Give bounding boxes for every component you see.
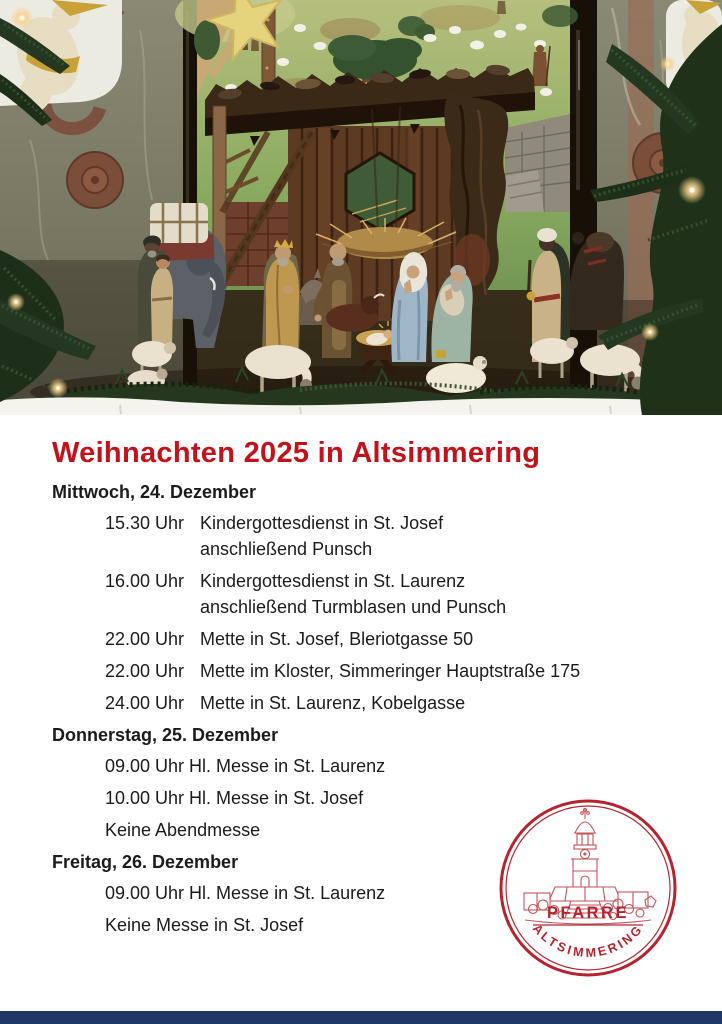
schedule-day xyxy=(52,481,682,716)
schedule-entry: 10.00 Uhr Hl. Messe in St. Josef xyxy=(105,788,364,808)
schedule-entry xyxy=(52,568,682,620)
footer-bar xyxy=(0,1011,722,1024)
logo-name-text: PFARRE xyxy=(547,904,629,922)
schedule-entry: Keine Messe in St. Josef xyxy=(105,915,304,935)
entry-time: 15.30 Uhr xyxy=(105,513,185,533)
entry-description: Mette in St. Josef, Bleriotgasse 50 xyxy=(200,629,474,649)
schedule-entry: 09.00 Uhr Hl. Messe in St. Laurenz xyxy=(105,756,386,776)
entry-description: Kindergottesdienst in St. Laurenz anschließend Turmblasen und Punsch xyxy=(200,571,507,617)
nativity-photo-illustration xyxy=(0,0,722,415)
entry-time: 16.00 Uhr xyxy=(105,571,185,591)
schedule-entry xyxy=(52,690,682,716)
entry-time: 22.00 Uhr xyxy=(105,661,185,681)
parish-logo-illustration xyxy=(497,796,679,980)
schedule-entry: 09.00 Uhr Hl. Messe in St. Laurenz xyxy=(105,883,386,903)
parish-logo-stamp xyxy=(497,796,679,980)
schedule-entry xyxy=(52,510,682,562)
schedule-entry xyxy=(52,626,682,652)
entry-time: 22.00 Uhr xyxy=(105,629,185,649)
schedule-entry: Keine Abendmesse xyxy=(105,820,261,840)
day-heading: Mittwoch, 24. Dezember xyxy=(52,482,257,502)
logo-place-text: ALTSIMMERING xyxy=(529,921,647,961)
entry-time: 24.00 Uhr xyxy=(105,693,185,713)
page-title: Weihnachten 2025 in Altsimmering xyxy=(52,437,541,469)
schedule-entry xyxy=(52,658,682,684)
nativity-photo xyxy=(0,0,722,415)
day-heading: Donnerstag, 25. Dezember xyxy=(52,725,279,745)
entry-description: Kindergottesdienst in St. Josef anschließend Punsch xyxy=(200,513,444,559)
mural-stone-wall xyxy=(505,114,570,212)
day-heading: Freitag, 26. Dezember xyxy=(52,852,239,872)
entry-description: Mette in St. Laurenz, Kobelgasse xyxy=(200,693,466,713)
entry-description: Mette im Kloster, Simmeringer Hauptstraße 175 xyxy=(200,661,581,681)
